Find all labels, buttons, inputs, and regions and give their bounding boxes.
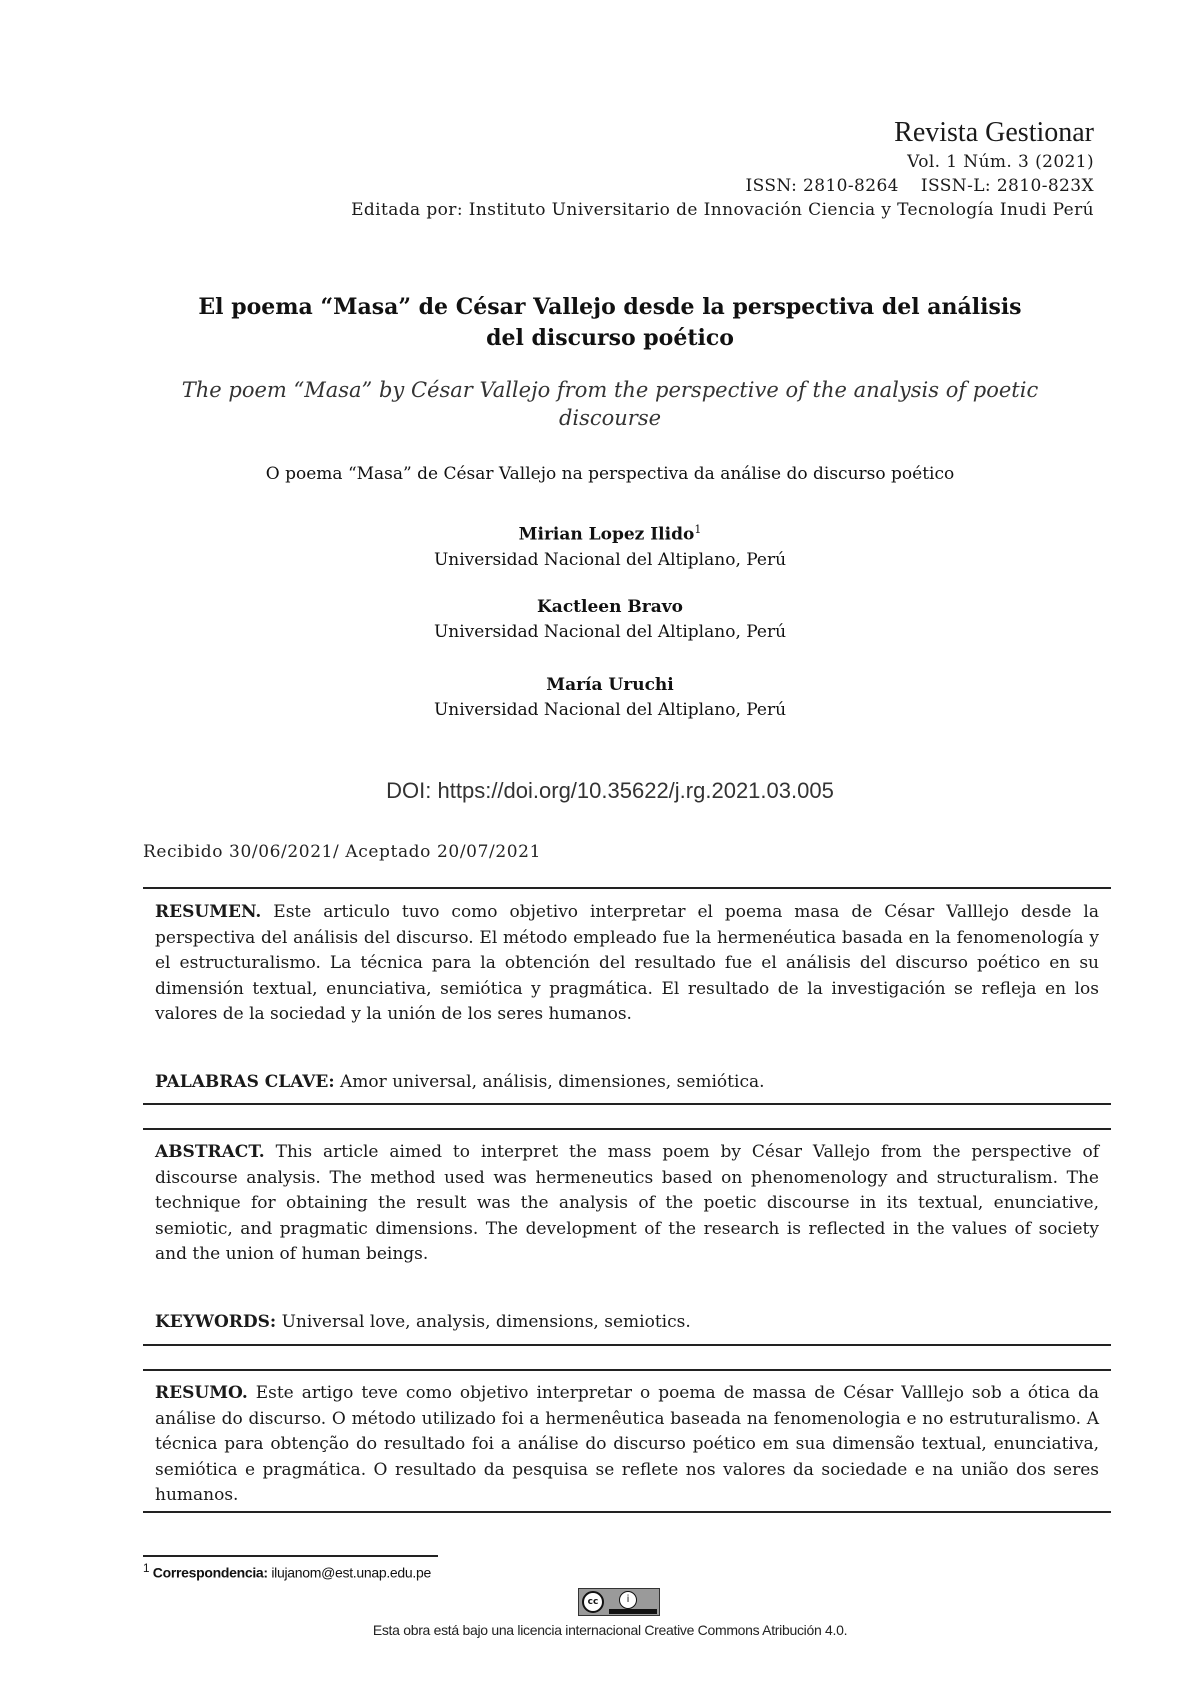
footnote-rule [143,1555,438,1557]
resumo-text: Este artigo teve como objetivo interpretar o poema de massa de César Valllejo sob a ótica da análise do discurso. O método utilizado foi a hermenêutica baseada na fenomenologia e no estruturalismo. A técnica para obtenção do resultado foi a análise do discurso poético em sua dimensão textual, enunciativa, semiótica e pragmática. O resultado da pesquisa se reflete nos valores da sociedade e na união dos seres humanos. [155,1383,1099,1505]
attribution-icon: i [619,1591,637,1609]
footnote-mark: 1 [143,1562,150,1575]
divider [143,1128,1111,1130]
title-spanish: El poema “Masa” de César Vallejo desde la perspectiva del análisis del discurso poético [198,294,1022,351]
resumo-block [155,1381,1099,1509]
doi-link[interactable]: DOI: https://doi.org/10.35622/j.rg.2021.03.005 [386,778,834,803]
issn: ISSN: 2810-8264 [745,176,899,196]
author-2 [140,595,1080,645]
license-text: Esta obra está bajo una licencia internacional Creative Commons Atribución 4.0. [372,1622,848,1638]
divider [143,1103,1111,1105]
abstract-label: ABSTRACT. [155,1142,265,1162]
author-affiliation: Universidad Nacional del Altiplano, Perú [433,700,787,720]
author-1 [140,517,1080,573]
author-name: Mirian Lopez Ilido [518,524,695,545]
creative-commons-by-icon[interactable] [578,1588,660,1616]
resumo-label: RESUMO. [155,1383,248,1403]
author-note-mark[interactable]: 1 [694,523,702,536]
divider [143,887,1111,889]
divider [143,1344,1111,1346]
footnote [143,1562,431,1581]
author-affiliation: Universidad Nacional del Altiplano, Perú [433,622,787,642]
journal-volume: Vol. 1 Núm. 3 (2021) [907,152,1094,172]
cc-icon: cc [582,1591,604,1613]
title-portuguese: O poema “Masa” de César Vallejo na perspectiva da análise do discurso poético [265,464,955,484]
author-affiliation: Universidad Nacional del Altiplano, Perú [433,549,787,570]
received-accepted-dates: Recibido 30/06/2021/ Aceptado 20/07/2021 [143,842,541,862]
keywords: KEYWORDS: Universal love, analysis, dimensions, semiotics. [155,1312,691,1332]
divider [143,1369,1111,1371]
resumen-text: Este articulo tuvo como objetivo interpretar el poema masa de César Valllejo desde la perspectiva del análisis del discurso. El método empleado fue la hermenéutica basada en la fenomenología y el estructuralismo. La técnica para la obtención del resultado fue el análisis del discurso poético en su dimensión textual, enunciativa, semiótica y pragmática. El resultado de la investigación se refleja en los valores de la sociedad y la unión de los seres humanos. [155,902,1100,1024]
divider [143,1511,1111,1513]
author-3 [140,673,1080,723]
footnote-label: Correspondencia: [152,1564,268,1581]
issn-l: ISSN-L: 2810-823X [920,176,1094,196]
resumen-label: RESUMEN. [155,902,262,922]
abstract-text: This article aimed to interpret the mass poem by César Vallejo from the perspective of discourse analysis. The method used was hermeneutics based on phenomenology and structuralism. The technique for obtaining the result was the analysis of the poetic discourse in its textual, enunciative, semiotic, and pragmatic dimensions. The development of the research is reflected in the values of society and the union of human beings. [155,1142,1099,1264]
journal-issn [351,174,1094,198]
footnote-email[interactable]: ilujanom@est.unap.edu.pe [271,1564,431,1581]
palabras-clave: PALABRAS CLAVE: Amor universal, análisis, dimensiones, semiótica. [155,1072,765,1092]
journal-header [351,116,1094,222]
journal-name: Revista Gestionar [894,117,1094,148]
author-name: Kactleen Bravo [537,597,683,617]
badge-strip [609,1609,657,1614]
abstract-block [155,1140,1099,1268]
title-english: The poem “Masa” by César Vallejo from the perspective of the analysis of poetic discourse [181,378,1039,430]
journal-publisher: Editada por: Instituto Universitario de Innovación Ciencia y Tecnología Inudi Perú [351,200,1094,220]
resumen-block [155,900,1099,1028]
author-name: María Uruchi [546,675,674,695]
